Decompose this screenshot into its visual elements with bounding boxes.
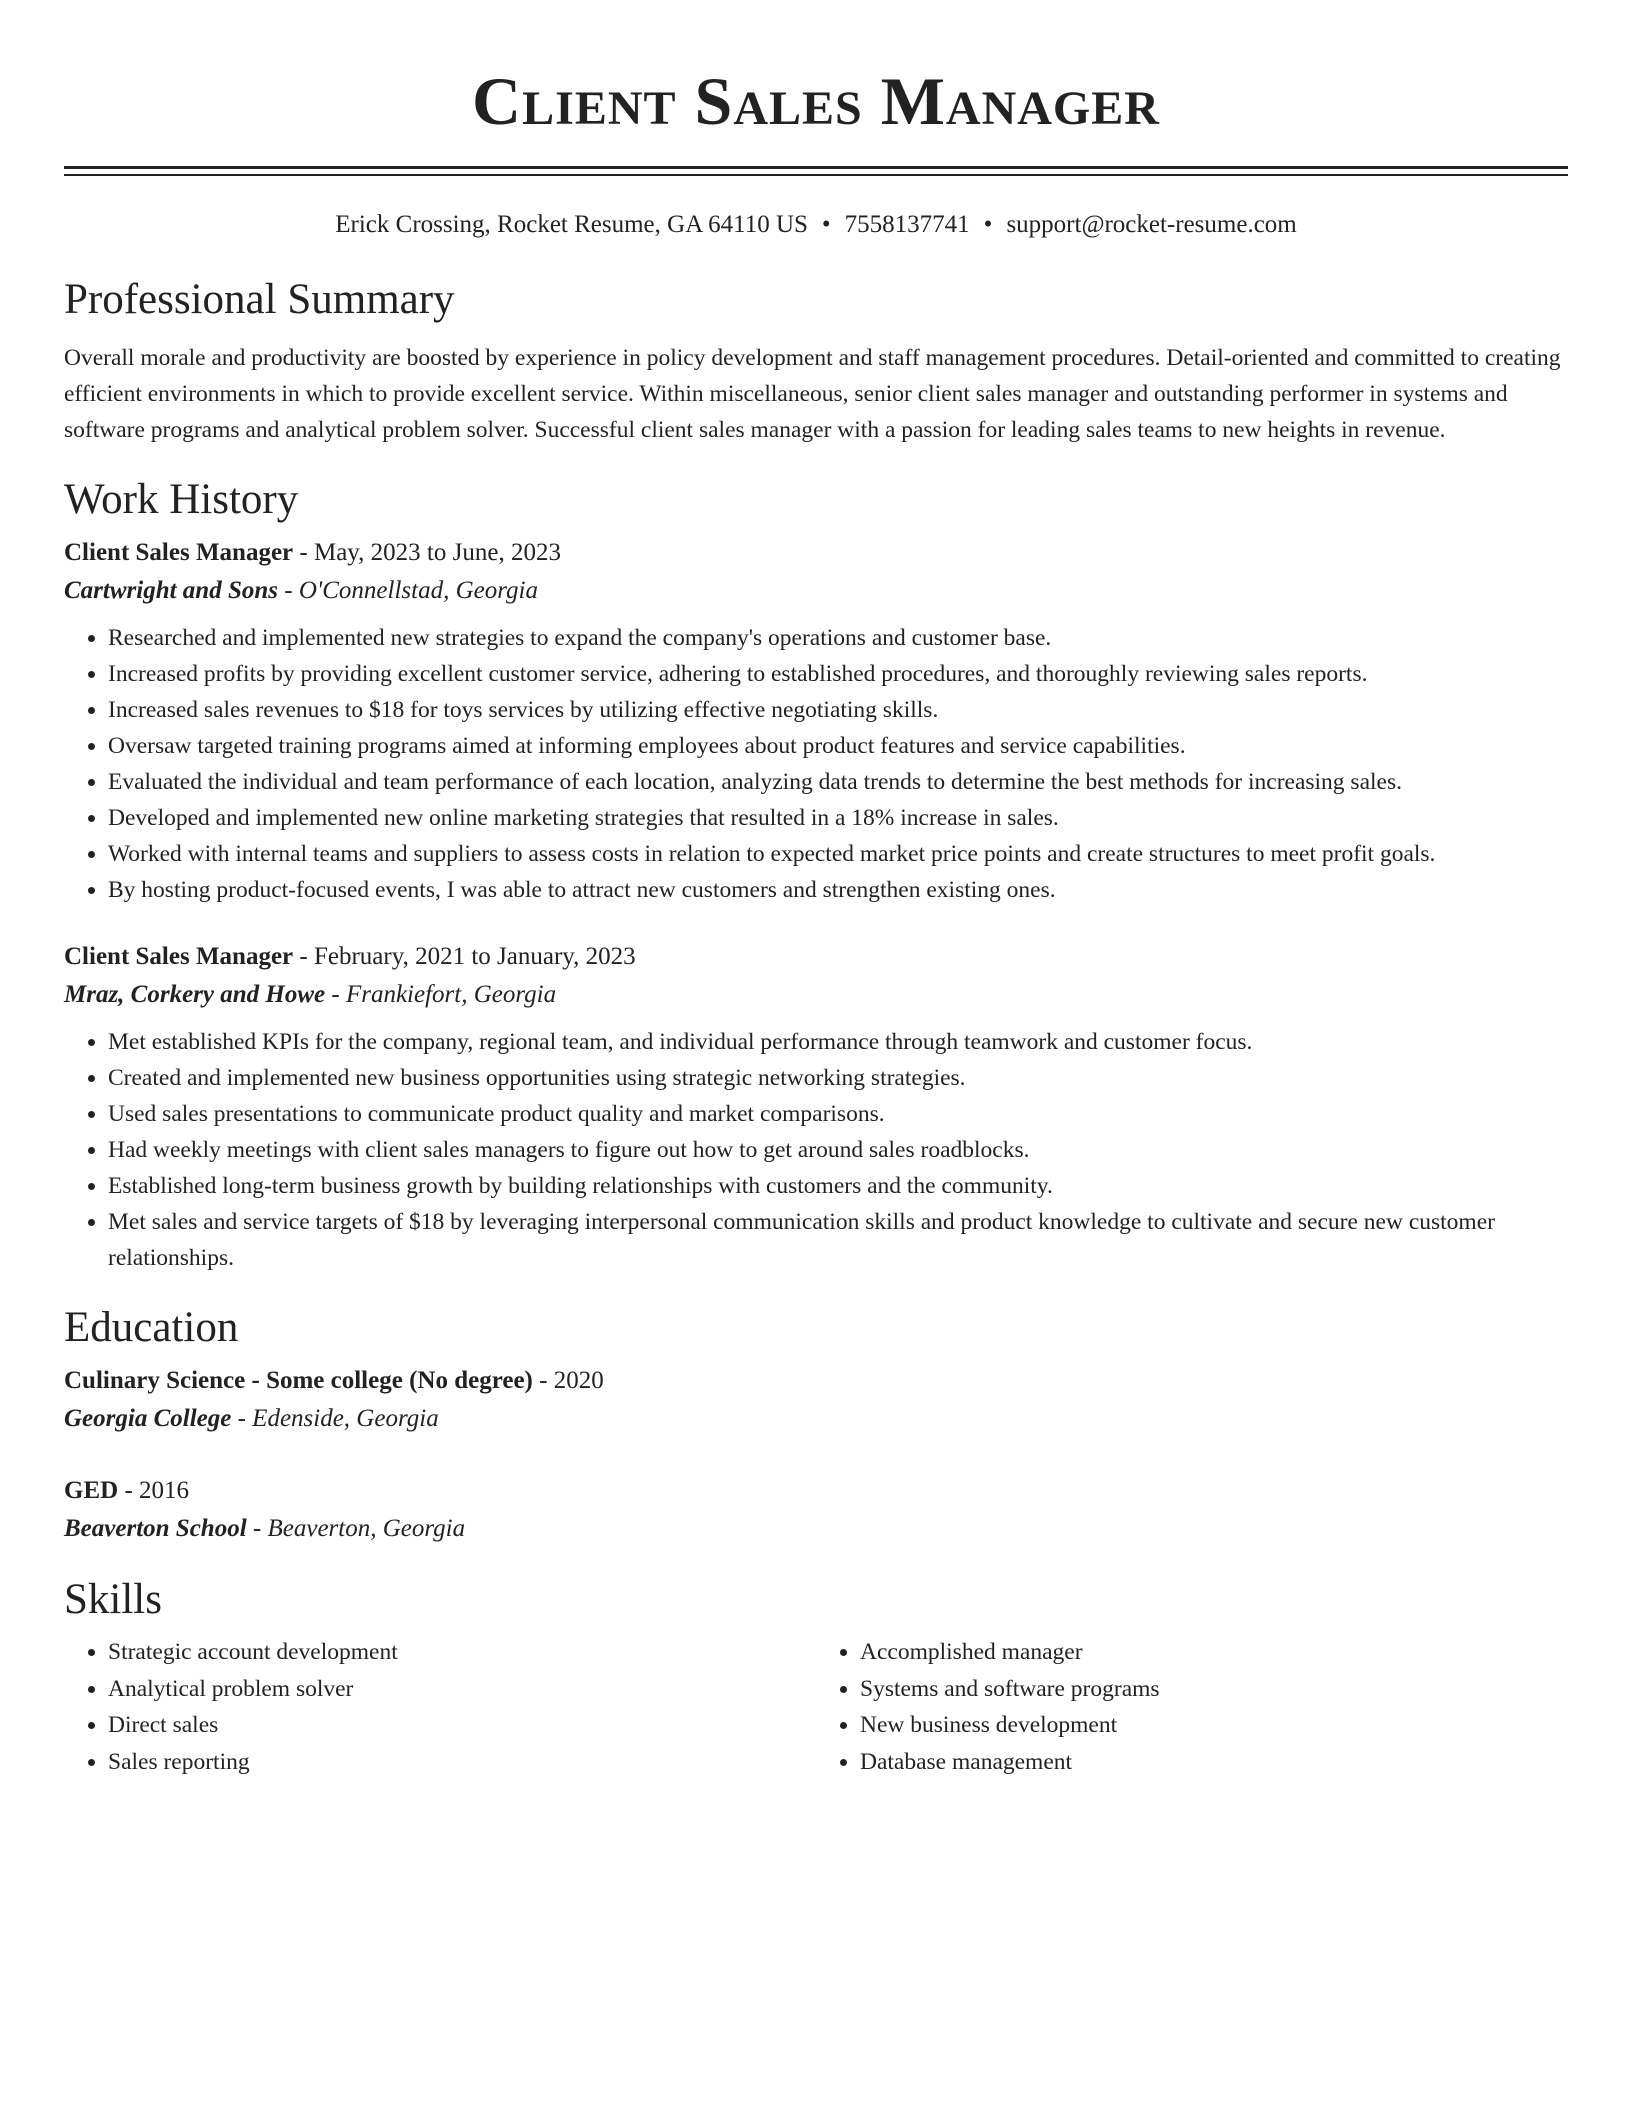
skill-item: • Accomplished manager xyxy=(860,1634,1568,1671)
skills-heading: Skills xyxy=(64,1576,162,1623)
education-degree-line xyxy=(64,1362,1568,1400)
education-degree: GED xyxy=(64,1477,119,1504)
contact-email: support@rocket-resume.com xyxy=(1006,211,1297,238)
contact-separator: • xyxy=(821,211,831,238)
education-school-line xyxy=(64,1510,1568,1548)
job-bullets xyxy=(64,620,1568,908)
education-degree: Culinary Science - Some college (No degree) xyxy=(64,1367,533,1394)
contact-line xyxy=(64,208,1568,242)
education-degree-line xyxy=(64,1472,1568,1510)
list-item: • Increased profits by providing excellent customer service, adhering to established procedures, and thoroughly reviewing sales reports. xyxy=(108,656,1568,692)
education-location: - Edenside, Georgia xyxy=(231,1405,439,1432)
list-item: • Met sales and service targets of $18 by leveraging interpersonal communication skills and product knowledge to cultivate and secure new customer relationships. xyxy=(108,1204,1568,1276)
job-entry xyxy=(64,534,1568,908)
job-entry xyxy=(64,938,1568,1276)
education-location: - Beaverton, Georgia xyxy=(246,1515,466,1542)
job-company-line xyxy=(64,572,1568,610)
job-location: - Frankiefort, Georgia xyxy=(325,981,557,1008)
list-item: • Increased sales revenues to $18 for toys services by utilizing effective negotiating skills. xyxy=(108,692,1568,728)
education-year: - 2016 xyxy=(118,1477,190,1504)
education-entry xyxy=(64,1362,1568,1438)
header-rule-thick xyxy=(64,166,1568,169)
contact-separator: • xyxy=(983,211,993,238)
skill-item: • Sales reporting xyxy=(108,1744,816,1781)
job-title-line xyxy=(64,938,1568,976)
skill-item: • New business development xyxy=(860,1707,1568,1744)
job-dates: - May, 2023 to June, 2023 xyxy=(293,539,561,566)
list-item: • Met established KPIs for the company, regional team, and individual performance through teamwork and customer focus. xyxy=(108,1024,1568,1060)
job-title-line xyxy=(64,534,1568,572)
list-item: • By hosting product-focused events, I was able to attract new customers and strengthen existing ones. xyxy=(108,872,1568,908)
skill-item: • Database management xyxy=(860,1744,1568,1781)
skills-list-left xyxy=(64,1634,816,1780)
contact-phone: 7558137741 xyxy=(844,211,970,238)
skills-columns xyxy=(64,1634,1568,1780)
job-title: Client Sales Manager xyxy=(64,943,294,970)
education-school: Beaverton School xyxy=(64,1515,247,1542)
list-item: • Researched and implemented new strategies to expand the company's operations and customer base. xyxy=(108,620,1568,656)
job-bullets xyxy=(64,1024,1568,1276)
skill-item: • Strategic account development xyxy=(108,1634,816,1671)
list-item: • Oversaw targeted training programs aimed at informing employees about product features and service capabilities. xyxy=(108,728,1568,764)
education-year: - 2020 xyxy=(532,1367,604,1394)
skill-item: • Systems and software programs xyxy=(860,1671,1568,1708)
list-item: • Created and implemented new business opportunities using strategic networking strategies. xyxy=(108,1060,1568,1096)
list-item: • Worked with internal teams and suppliers to assess costs in relation to expected market price points and create structures to meet profit goals. xyxy=(108,836,1568,872)
list-item: • Developed and implemented new online marketing strategies that resulted in a 18% increase in sales. xyxy=(108,800,1568,836)
list-item: • Established long-term business growth by building relationships with customers and the community. xyxy=(108,1168,1568,1204)
skill-item: • Analytical problem solver xyxy=(108,1671,816,1708)
job-dates: - February, 2021 to January, 2023 xyxy=(293,943,636,970)
skill-item: • Direct sales xyxy=(108,1707,816,1744)
education-heading: Education xyxy=(64,1304,239,1351)
education-school: Georgia College xyxy=(64,1405,232,1432)
job-title: Client Sales Manager xyxy=(64,539,294,566)
summary-text: Overall morale and productivity are boosted by experience in policy development and staff management procedures. Detail-oriented and committed to creating efficient environments in which to provide excellent service. Within miscellaneous, senior client sales manager and outstanding performer in systems and software programs and analytical problem solver. Successful client sales manager with a passion for leading sales teams to new heights in revenue. xyxy=(64,345,1561,443)
work-history-heading: Work History xyxy=(64,476,299,523)
resume-name: Client Sales Manager xyxy=(472,63,1160,139)
job-location: - O'Connellstad, Georgia xyxy=(278,577,538,604)
education-entry xyxy=(64,1472,1568,1548)
list-item: • Used sales presentations to communicate product quality and market comparisons. xyxy=(108,1096,1568,1132)
job-company: Cartwright and Sons xyxy=(64,577,278,604)
skills-list-right xyxy=(816,1634,1568,1780)
education-school-line xyxy=(64,1400,1568,1438)
list-item: • Had weekly meetings with client sales managers to figure out how to get around sales roadblocks. xyxy=(108,1132,1568,1168)
job-company: Mraz, Corkery and Howe xyxy=(64,981,326,1008)
job-company-line xyxy=(64,976,1568,1014)
header-rule-thin xyxy=(64,174,1568,176)
contact-address: Erick Crossing, Rocket Resume, GA 64110 US xyxy=(335,211,808,238)
summary-heading: Professional Summary xyxy=(64,276,455,323)
list-item: • Evaluated the individual and team performance of each location, analyzing data trends to determine the best methods for increasing sales. xyxy=(108,764,1568,800)
